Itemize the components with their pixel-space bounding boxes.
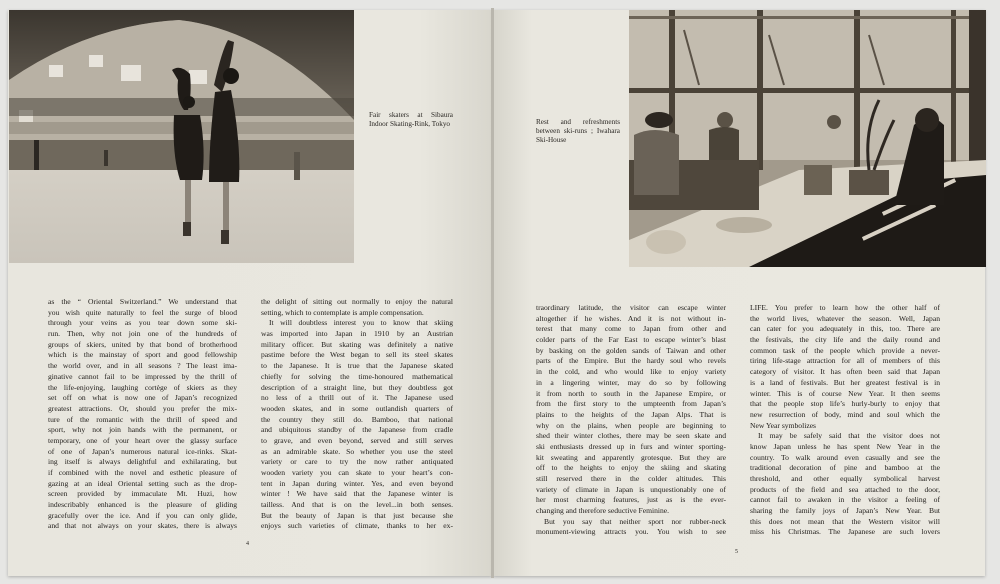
text-line: greatest attractions. Or, should you prefer the mix- [48, 403, 237, 413]
text-column-2 [261, 297, 453, 532]
text-line: ture of the romantic with the thrill of speed and [48, 414, 237, 424]
text-line: ing itself is always delightful and exhilarating, but [48, 457, 237, 467]
text-line: that the people stop life’s hurly-burly to enjoy that [750, 399, 940, 409]
text-line: sharing the family joys of Japan’s New Year. But [750, 506, 940, 516]
text-line: wooden skates, and in some outlandish quarters of [261, 403, 453, 413]
text-line: tiring life-stage attraction for all of members of this [750, 356, 940, 366]
text-line: the country they still do. Bamboo, that national [261, 414, 453, 424]
text-line: know Japan unless he has spent New Year in the [750, 441, 940, 451]
text-line: temporary, one of your heart over the glassy surface [48, 435, 237, 445]
text-column-1 [48, 297, 237, 532]
text-line: the festivals, the city life and the daily round and [750, 335, 940, 345]
text-line: to the Japanese. It is true that the Japanese skated [261, 361, 453, 371]
text-line: traditional decoration of pine and bamboo at the [750, 463, 940, 473]
text-line: is a land of festivals. But her greatest festival is in [750, 377, 940, 387]
text-line: chiefly for solving the time-honoured mathematical [261, 371, 453, 381]
text-line: gazing at an ideal Oriental setting such as the drop- [48, 478, 237, 488]
text-line: new resurrection of body, mind and soul which the [750, 409, 940, 419]
text-line: category of visitor. It has often been said that Japan [750, 367, 940, 377]
text-line: can cater for you adequately in this, too. There are [750, 324, 940, 334]
text-line: country. To walk around even casually and see the [750, 452, 940, 462]
page-number-left: 4 [246, 541, 249, 547]
text-line: altogether if he wishes. And it is not without in- [536, 313, 726, 323]
text-line: in the cold, and who would like to enjoy variety [536, 367, 726, 377]
text-line: ginative cannot fail to be impressed by the thrill of [48, 371, 237, 381]
text-line: groups of skiers, united by that bond of brotherhood [48, 339, 237, 349]
text-line: military officer. But skating was definitely a native [261, 339, 453, 349]
text-line: colder parts of the Far East to escape winter’s blast [536, 335, 726, 345]
text-line: winter. This is of course New Year. It then seems [750, 388, 940, 398]
text-line: and ubiquitous standby of the Japanese from cradle [261, 425, 453, 435]
text-line: monument-viewing attracts you. You wish to see [536, 527, 726, 537]
text-line: New Year symbolizes [750, 420, 817, 430]
text-line: which is the mainstay of sport and good fellowship [48, 350, 237, 360]
text-line: her most charming features, just as is the ever- [536, 495, 726, 505]
photo-caption-left: Fair skaters at Sibaura Indoor Skating-Rink, Tokyo [369, 111, 453, 128]
text-line: was imported into Japan in 1910 by an Austrian [261, 329, 453, 339]
text-line: wooden variety you can skate to your heart’s con- [261, 468, 453, 477]
text-line: by basking on the golden sands of Taiwan and other [536, 345, 726, 355]
text-line: variety of climate in Japan is unquestionably one of [536, 484, 726, 494]
text-line: tailless. And that is on the level...in both senses. [261, 500, 453, 510]
text-line: set off on what is now one of Japan’s recognized [48, 393, 237, 403]
text-line: But you say that neither sport nor rubber-neck [544, 516, 726, 526]
text-line: sport, why not join hands with the permanent, or [48, 425, 237, 435]
text-line: pastime before the West began to sell its steel skates [261, 350, 453, 360]
page-number-right: 5 [735, 549, 738, 555]
text-line: gracefully over the ice. And if you can only glide, [48, 510, 237, 520]
text-line: the delight of sitting out normally to enjoy the natural [261, 297, 453, 306]
photo-ski-house-image [629, 10, 986, 267]
text-line: tent in Japan during winter. Yes, and even beyond [261, 478, 453, 488]
text-line: ski enthusiasts dressed up in furs and winter sporting- [536, 441, 726, 451]
text-line: screen provided by immaculate Mt. Huzi, how [48, 489, 237, 499]
text-line: LIFE. You prefer to learn how the other half of [750, 303, 940, 312]
text-line: still reserved there in the colder altitudes. This [536, 474, 726, 483]
text-line: and that not always on your skates, there is always [48, 521, 237, 531]
photo-skaters [9, 10, 354, 263]
text-line: But the beauty of Japan is that just because she [261, 510, 453, 520]
text-line: shed their winter clothes, there may be seen skate and [536, 431, 726, 441]
text-line: threshold, and other equally symbolical harvest [750, 474, 940, 483]
text-line: run. Then, why not join one of the hundreds of [48, 329, 237, 339]
text-line: description of a straight line, but they doubtless got [261, 382, 453, 392]
text-line: as the “ Oriental Switzerland.” We understand that [48, 297, 237, 306]
text-line: as an admirable skate. So whether you use the steel [261, 446, 453, 456]
text-line: it from north to south in the Japanese Empire, or [536, 388, 726, 398]
photo-ski-house [629, 10, 986, 267]
text-line: the world over, and in all seasons ? The least ima- [48, 361, 237, 371]
photo-skaters-image [9, 10, 354, 263]
text-line: enjoys such varieties of climate, thanks to her ex- [261, 521, 453, 531]
text-line: of one of Japan’s numerous natural ice-rinks. Skat- [48, 446, 237, 456]
text-line: why on the plains, when people are beginning to [536, 420, 726, 430]
text-line: off to the heights to enjoy the skiing and skating [536, 463, 726, 473]
text-line: variety or care to try the now rather antiquated [261, 457, 453, 467]
text-line: this does not mean that the Western visitor will [750, 516, 940, 526]
text-line: in a lingering winter, may do so by following [536, 377, 726, 387]
text-line: products of the field and sea attached to the door, [750, 484, 940, 494]
text-line: winter ! We have said that the Japanese winter is [261, 489, 453, 499]
text-line: kit sweating and apparently grotesque. But they are [536, 452, 726, 462]
text-line: miss his Christmas. The Japanese are such lovers [750, 527, 940, 537]
text-line: changing and therefore seductive Feminine. [536, 506, 670, 516]
photo-caption-right: Rest and refreshments between ski-runs ; Iwahara Ski-House [536, 118, 620, 144]
text-line: from the first story to the umpteenth from Japan’s [536, 399, 726, 409]
text-line: setting, which to contemplate is ample compensation. [261, 307, 424, 317]
text-line: to grave, and even beyond, served and still serves [261, 435, 453, 445]
text-line: It will doubtless interest you to know that skiing [269, 318, 453, 328]
text-column-3 [536, 303, 726, 538]
text-line: no less of a thrill out of it. The Japanese used [261, 393, 453, 403]
text-line: the world lives, whatever the season. Well, Japan [750, 313, 940, 323]
text-line: It may be safely said that the visitor does not [758, 431, 940, 441]
text-line: plains to the heights of the Japan Alps. That is [536, 409, 726, 419]
text-line: terest that many come to Japan from other and [536, 324, 726, 334]
text-line: parts of the Empire. But the hardy soul who revels [536, 356, 726, 366]
text-line: if combined with the novel and esthetic pleasure of [48, 468, 237, 477]
text-line: indescribably enhanced is the pleasure of gliding [48, 500, 237, 510]
text-line: cannot fail to awaken in the visitor a feeling of [750, 495, 940, 505]
text-line: through your veins as you tear down some ski- [48, 318, 237, 328]
book-gutter [491, 8, 494, 578]
text-line: you wish quite naturally to feel the surge of blood [48, 307, 237, 317]
text-column-4 [750, 303, 940, 538]
text-line: the life-enjoying, laughing cortège of skiers as they [48, 382, 237, 392]
text-line: traordinary latitude, the visitor can escape winter [536, 303, 726, 312]
text-line: common task of the people which provide a never- [750, 345, 940, 355]
